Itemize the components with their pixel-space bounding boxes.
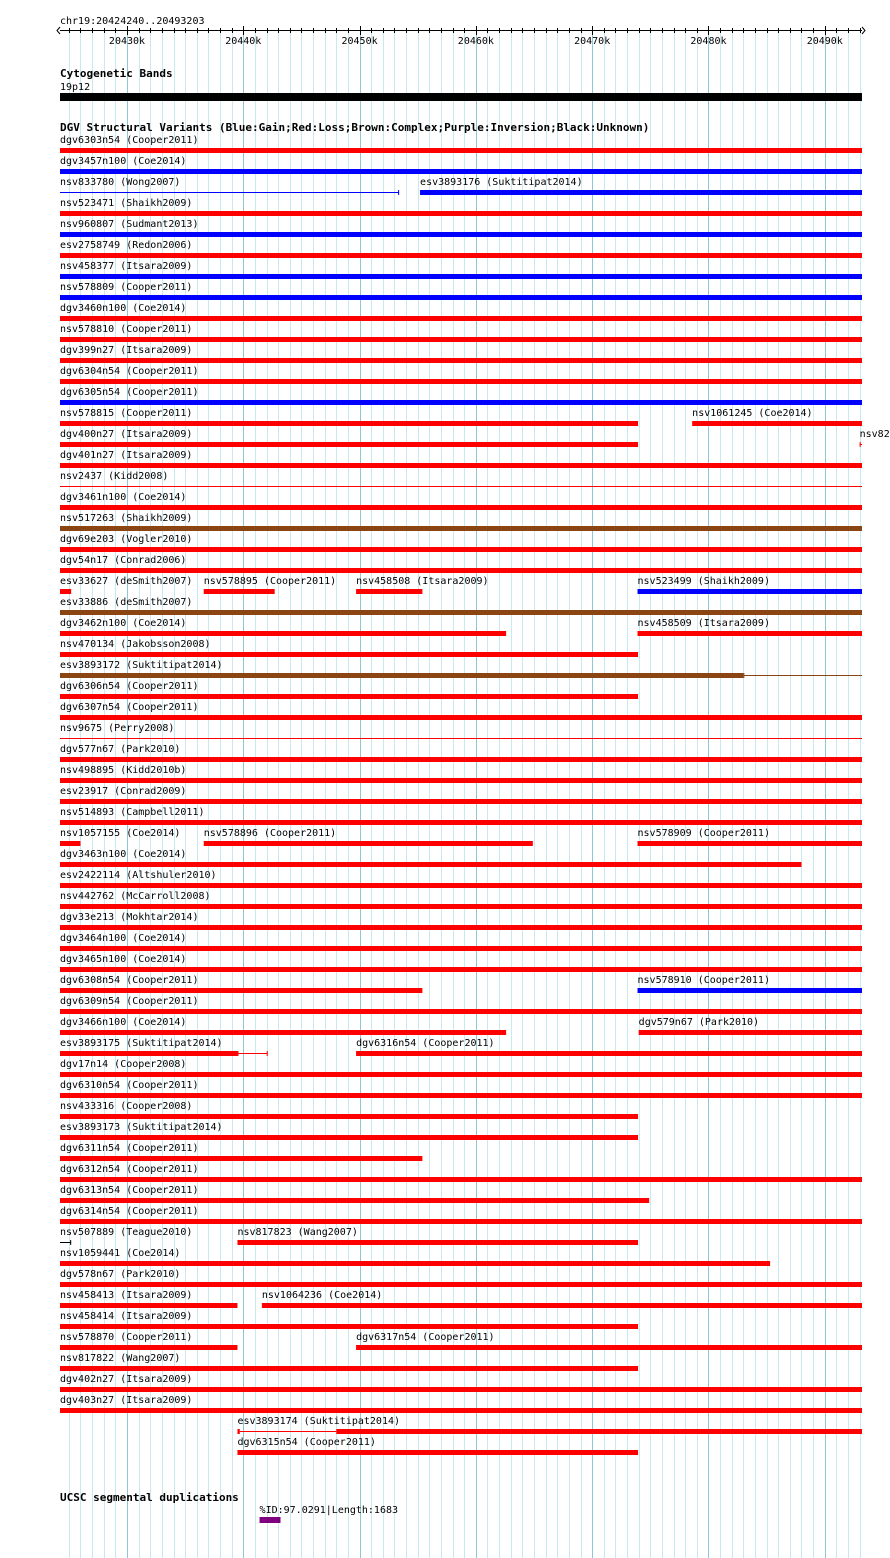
dgv-feature-label: dgv403n27 (Itsara2009): [60, 1395, 193, 1406]
dgv-feature-label: dgv3457n100 (Coe2014): [60, 156, 187, 167]
dgv-row: [60, 1395, 862, 1413]
dgv-feature-line: [60, 1242, 71, 1243]
segdup-features: [260, 1505, 398, 1523]
ruler-tick-label: 20470k: [574, 36, 611, 47]
dgv-feature-bar: [60, 1051, 237, 1056]
dgv-row: [60, 1332, 862, 1350]
dgv-feature-bar: [60, 316, 862, 321]
dgv-feature-label: nsv1064236 (Coe2014): [261, 1290, 383, 1301]
dgv-feature-bar: [60, 211, 862, 216]
dgv-feature-bar: [60, 652, 638, 657]
dgv-feature-bar: [60, 904, 862, 909]
dgv-feature-bar: [356, 589, 422, 594]
dgv-feature-label: dgv6309n54 (Cooper2011): [60, 996, 199, 1007]
dgv-feature-label: dgv6307n54 (Cooper2011): [60, 702, 199, 713]
dgv-row: [60, 387, 862, 405]
dgv-row: [60, 1353, 638, 1371]
ruler-tick-label: 20440k: [225, 36, 262, 47]
dgv-feature-bar: [60, 610, 862, 615]
dgv-row: [60, 1206, 862, 1224]
dgv-feature-bar: [638, 631, 862, 636]
dgv-row: [60, 660, 862, 678]
dgv-row: [60, 345, 862, 363]
dgv-feature-bar: [638, 841, 862, 846]
dgv-row: [60, 1122, 638, 1140]
dgv-feature-label: nsv578909 (Cooper2011): [637, 828, 770, 839]
dgv-feature-label: dgv6312n54 (Cooper2011): [60, 1164, 199, 1175]
dgv-feature-label: nsv82: [859, 429, 890, 440]
dgv-row: [60, 555, 862, 573]
dgv-feature-label: nsv470134 (Jakobsson2008): [60, 639, 211, 650]
dgv-row: [60, 1248, 770, 1266]
dgv-row: [60, 1080, 862, 1098]
segdup-label: %ID:97.0291|Length:1683: [259, 1505, 399, 1516]
ruler-right-arrow: [862, 27, 865, 34]
dgv-feature-label: esv2422114 (Altshuler2010): [60, 870, 217, 881]
dgv-feature-label: nsv817822 (Wang2007): [60, 1353, 181, 1364]
ruler-left-arrow: [57, 27, 60, 34]
cytoband-track-title: Cytogenetic Bands: [60, 67, 173, 80]
ruler-tick-label: 20490k: [806, 36, 843, 47]
dgv-feature-bar: [60, 400, 862, 405]
dgv-feature-bar: [638, 988, 862, 993]
dgv-feature-label: dgv6308n54 (Cooper2011): [60, 975, 199, 986]
dgv-feature-bar: [60, 1408, 862, 1413]
dgv-row: [60, 1101, 638, 1119]
dgv-row: [60, 828, 862, 846]
ruler-tick-label: 20430k: [108, 36, 146, 47]
dgv-row: [60, 849, 801, 867]
dgv-row: [60, 1311, 638, 1329]
dgv-feature-line: [60, 738, 862, 739]
dgv-feature-bar: [60, 1156, 422, 1161]
dgv-row: [60, 870, 862, 888]
dgv-feature-bar: [638, 589, 862, 594]
dgv-feature-bar: [60, 547, 862, 552]
dgv-feature-label: dgv399n27 (Itsara2009): [60, 345, 193, 356]
dgv-feature-label: nsv517263 (Shaikh2009): [60, 513, 193, 524]
dgv-feature-label: dgv3462n100 (Coe2014): [60, 618, 187, 629]
dgv-row: [60, 261, 862, 279]
dgv-feature-label: dgv6305n54 (Cooper2011): [60, 387, 199, 398]
dgv-feature-label: dgv6310n54 (Cooper2011): [60, 1080, 199, 1091]
dgv-feature-bar: [60, 1324, 638, 1329]
dgv-feature-label: dgv6306n54 (Cooper2011): [60, 681, 199, 692]
dgv-feature-line: [60, 192, 399, 193]
dgv-feature-label: nsv498895 (Kidd2010b): [60, 765, 187, 776]
dgv-feature-bar: [60, 148, 862, 153]
dgv-row: [60, 975, 862, 993]
dgv-feature-bar: [60, 589, 71, 594]
dgv-feature-bar: [60, 988, 422, 993]
dgv-feature-label: dgv6315n54 (Cooper2011): [237, 1437, 376, 1448]
dgv-feature-bar: [204, 841, 533, 846]
dgv-feature-bar: [60, 358, 862, 363]
segdup-track: [60, 1491, 398, 1523]
dgv-feature-label: nsv578910 (Cooper2011): [637, 975, 770, 986]
dgv-feature-label: nsv514893 (Campbell2011): [60, 807, 205, 818]
dgv-row: [60, 681, 638, 699]
dgv-feature-label: dgv6314n54 (Cooper2011): [60, 1206, 199, 1217]
dgv-feature-bar: [60, 1282, 862, 1287]
dgv-row: [60, 492, 862, 510]
dgv-feature-label: nsv458377 (Itsara2009): [60, 261, 193, 272]
dgv-feature-label: nsv458414 (Itsara2009): [60, 1311, 193, 1322]
dgv-feature-tick: [237, 1051, 238, 1056]
dgv-row: [60, 639, 638, 657]
dgv-row: [237, 1416, 862, 1434]
dgv-feature-bar: [60, 694, 638, 699]
dgv-feature-label: esv33627 (deSmith2007): [60, 576, 193, 587]
dgv-feature-label: esv3893176 (Suktitipat2014): [420, 177, 583, 188]
dgv-feature-bar: [356, 1345, 862, 1350]
dgv-feature-label: nsv960807 (Sudmant2013): [60, 219, 199, 230]
dgv-feature-tick: [860, 442, 861, 447]
dgv-row: [60, 1038, 862, 1056]
cytoband-track: [60, 67, 862, 101]
dgv-feature-bar: [237, 1240, 638, 1245]
dgv-feature-label: esv3893173 (Suktitipat2014): [60, 1122, 223, 1133]
dgv-feature-tick: [743, 673, 744, 678]
dgv-row: [60, 576, 862, 594]
dgv-feature-label: nsv523471 (Shaikh2009): [60, 198, 193, 209]
dgv-feature-bar: [60, 1030, 506, 1035]
dgv-feature-label: nsv458508 (Itsara2009): [356, 576, 489, 587]
dgv-row: [60, 282, 862, 300]
dgv-feature-bar: [60, 883, 862, 888]
dgv-feature-tick: [398, 190, 399, 195]
dgv-feature-label: dgv6317n54 (Cooper2011): [356, 1332, 495, 1343]
dgv-feature-label: nsv578815 (Cooper2011): [60, 408, 193, 419]
dgv-feature-label: dgv54n17 (Conrad2006): [60, 555, 187, 566]
dgv-feature-label: dgv402n27 (Itsara2009): [60, 1374, 193, 1385]
dgv-feature-label: nsv9675 (Perry2008): [60, 723, 175, 734]
dgv-feature-label: esv3893172 (Suktitipat2014): [60, 660, 223, 671]
dgv-feature-label: nsv2437 (Kidd2008): [60, 471, 169, 482]
dgv-feature-label: nsv523499 (Shaikh2009): [637, 576, 770, 587]
dgv-feature-bar: [60, 1198, 649, 1203]
dgv-row: [60, 177, 862, 195]
dgv-feature-bar: [60, 757, 862, 762]
dgv-feature-bar: [60, 1135, 638, 1140]
dgv-features: [60, 135, 890, 1455]
dgv-row: [237, 1437, 638, 1455]
dgv-feature-line: [240, 1431, 337, 1432]
dgv-row: [60, 702, 862, 720]
dgv-feature-label: dgv17n14 (Cooper2008): [60, 1059, 187, 1070]
dgv-feature-label: dgv6316n54 (Cooper2011): [356, 1038, 495, 1049]
dgv-feature-bar: [204, 589, 275, 594]
dgv-feature-label: nsv578870 (Cooper2011): [60, 1332, 193, 1343]
dgv-feature-bar: [60, 232, 862, 237]
dgv-feature-label: nsv458413 (Itsara2009): [60, 1290, 193, 1301]
dgv-row: [60, 1143, 422, 1161]
dgv-feature-label: dgv3461n100 (Coe2014): [60, 492, 187, 503]
dgv-feature-bar: [60, 1261, 770, 1266]
dgv-feature-bar: [60, 1366, 638, 1371]
dgv-feature-label: esv33886 (deSmith2007): [60, 597, 193, 608]
dgv-feature-label: dgv69e203 (Vogler2010): [60, 534, 193, 545]
dgv-feature-label: nsv578895 (Cooper2011): [203, 576, 337, 587]
dgv-track-title: DGV Structural Variants (Blue:Gain;Red:Loss;Brown:Complex;Purple:Inversion;Black:Unknown): [60, 121, 650, 134]
dgv-feature-bar: [60, 379, 862, 384]
dgv-row: [60, 303, 862, 321]
dgv-row: [60, 534, 862, 552]
dgv-row: [60, 744, 862, 762]
dgv-feature-label: dgv578n67 (Park2010): [60, 1269, 181, 1280]
dgv-feature-label: dgv6304n54 (Cooper2011): [60, 366, 199, 377]
dgv-feature-bar: [60, 1303, 237, 1308]
dgv-feature-line: [743, 675, 862, 676]
dgv-row: [60, 135, 862, 153]
dgv-feature-bar: [60, 631, 506, 636]
dgv-feature-label: dgv6311n54 (Cooper2011): [60, 1143, 199, 1154]
ruler-tick-label: 20450k: [341, 36, 378, 47]
dgv-feature-label: dgv3464n100 (Coe2014): [60, 933, 187, 944]
dgv-row: [60, 723, 862, 739]
dgv-feature-label: dgv400n27 (Itsara2009): [60, 429, 193, 440]
dgv-feature-label: nsv1059441 (Coe2014): [60, 1248, 181, 1259]
dgv-feature-label: nsv507889 (Teague2010): [60, 1227, 193, 1238]
region-label: chr19:20424240..20493203: [60, 16, 205, 27]
dgv-feature-bar: [336, 1429, 862, 1434]
dgv-feature-bar: [60, 1177, 862, 1182]
dgv-feature-label: dgv3460n100 (Coe2014): [60, 303, 187, 314]
dgv-feature-bar: [60, 799, 862, 804]
dgv-feature-bar: [60, 253, 862, 258]
dgv-feature-bar: [60, 295, 862, 300]
dgv-row: [60, 219, 862, 237]
dgv-feature-label: dgv6313n54 (Cooper2011): [60, 1185, 199, 1196]
dgv-feature-bar: [60, 526, 862, 531]
dgv-row: [60, 786, 862, 804]
dgv-feature-bar: [60, 421, 638, 426]
dgv-row: [60, 1269, 862, 1287]
dgv-feature-label: dgv3463n100 (Coe2014): [60, 849, 187, 860]
dgv-feature-bar: [60, 1072, 862, 1077]
dgv-feature-bar: [60, 505, 862, 510]
dgv-feature-bar: [60, 463, 862, 468]
cytoband-bar: [60, 93, 862, 101]
dgv-feature-bar: [420, 190, 862, 195]
dgv-row: [60, 366, 862, 384]
dgv-row: [60, 807, 862, 825]
dgv-feature-tick: [70, 1240, 71, 1245]
dgv-feature-bar: [60, 1009, 862, 1014]
dgv-feature-bar: [60, 169, 862, 174]
dgv-feature-bar: [60, 778, 862, 783]
dgv-row: [60, 324, 862, 342]
dgv-feature-bar: [60, 1387, 862, 1392]
dgv-feature-bar: [60, 1114, 638, 1119]
dgv-feature-label: dgv3466n100 (Coe2014): [60, 1017, 187, 1028]
dgv-feature-bar: [60, 967, 862, 972]
dgv-row: [60, 954, 862, 972]
dgv-feature-bar: [60, 946, 862, 951]
dgv-feature-label: nsv1061245 (Coe2014): [692, 408, 813, 419]
dgv-row: [60, 618, 862, 636]
dgv-row: [60, 450, 862, 468]
ruler-tick-label: 20460k: [457, 36, 494, 47]
dgv-track: [60, 121, 890, 1455]
dgv-feature-bar: [60, 673, 743, 678]
dgv-feature-label: esv2758749 (Redon2006): [60, 240, 193, 251]
dgv-feature-bar: [60, 568, 862, 573]
dgv-feature-bar: [60, 715, 862, 720]
dgv-row: [60, 1227, 638, 1245]
ruler-tick-label: 20480k: [690, 36, 727, 47]
dgv-feature-tick: [267, 1051, 268, 1056]
dgv-feature-bar: [60, 1345, 237, 1350]
segdup-bar: [260, 1517, 281, 1523]
dgv-feature-label: nsv833780 (Wong2007): [60, 177, 181, 188]
dgv-feature-label: nsv458509 (Itsara2009): [637, 618, 770, 629]
dgv-row: [60, 156, 862, 174]
dgv-feature-bar: [237, 1450, 638, 1455]
dgv-feature-bar: [60, 1093, 862, 1098]
dgv-feature-label: dgv6303n54 (Cooper2011): [60, 135, 199, 146]
dgv-row: [60, 429, 890, 447]
dgv-row: [60, 1374, 862, 1392]
dgv-row: [60, 933, 862, 951]
dgv-row: [60, 240, 862, 258]
dgv-feature-bar: [60, 862, 801, 867]
dgv-feature-label: nsv442762 (McCarroll2008): [60, 891, 211, 902]
dgv-feature-bar: [60, 1219, 862, 1224]
dgv-feature-bar: [60, 442, 638, 447]
dgv-feature-label: dgv577n67 (Park2010): [60, 744, 181, 755]
dgv-feature-bar: [692, 421, 862, 426]
dgv-row: [60, 198, 862, 216]
dgv-feature-label: dgv401n27 (Itsara2009): [60, 450, 193, 461]
dgv-feature-label: nsv433316 (Cooper2008): [60, 1101, 193, 1112]
dgv-feature-bar: [262, 1303, 862, 1308]
dgv-feature-label: esv3893175 (Suktitipat2014): [60, 1038, 223, 1049]
dgv-feature-label: esv23917 (Conrad2009): [60, 786, 187, 797]
dgv-row: [60, 765, 862, 783]
segdup-track-title: UCSC segmental duplications: [60, 1491, 239, 1504]
dgv-row: [60, 471, 862, 487]
dgv-row: [60, 996, 862, 1014]
dgv-feature-bar: [60, 820, 862, 825]
dgv-feature-label: dgv579n67 (Park2010): [638, 1017, 760, 1028]
dgv-feature-bar: [639, 1030, 862, 1035]
dgv-feature-bar: [60, 925, 862, 930]
dgv-row: [60, 1017, 862, 1035]
dgv-feature-label: dgv33e213 (Mokhtar2014): [60, 912, 199, 923]
dgv-feature-label: esv3893174 (Suktitipat2014): [237, 1416, 401, 1427]
dgv-feature-bar: [60, 841, 80, 846]
dgv-feature-label: nsv817823 (Wang2007): [237, 1227, 358, 1238]
dgv-feature-line: [237, 1053, 267, 1054]
dgv-row: [60, 597, 862, 615]
dgv-row: [60, 1185, 649, 1203]
dgv-row: [60, 1290, 862, 1308]
dgv-row: [60, 1059, 862, 1077]
dgv-feature-label: dgv3465n100 (Coe2014): [60, 954, 187, 965]
dgv-feature-label: nsv578809 (Cooper2011): [60, 282, 193, 293]
dgv-feature-bar: [60, 337, 862, 342]
dgv-row: [60, 891, 862, 909]
dgv-row: [60, 408, 862, 426]
dgv-feature-bar: [237, 1429, 239, 1434]
dgv-feature-bar: [60, 274, 862, 279]
dgv-row: [60, 1164, 862, 1182]
dgv-row: [60, 912, 862, 930]
dgv-row: [60, 513, 862, 531]
dgv-feature-label: nsv578896 (Cooper2011): [203, 828, 337, 839]
dgv-feature-bar: [356, 1051, 862, 1056]
dgv-feature-line: [60, 486, 862, 487]
dgv-feature-label: nsv1057155 (Coe2014): [60, 828, 181, 839]
dgv-feature-label: nsv578810 (Cooper2011): [60, 324, 193, 335]
cytoband-label: 19p12: [60, 82, 91, 93]
